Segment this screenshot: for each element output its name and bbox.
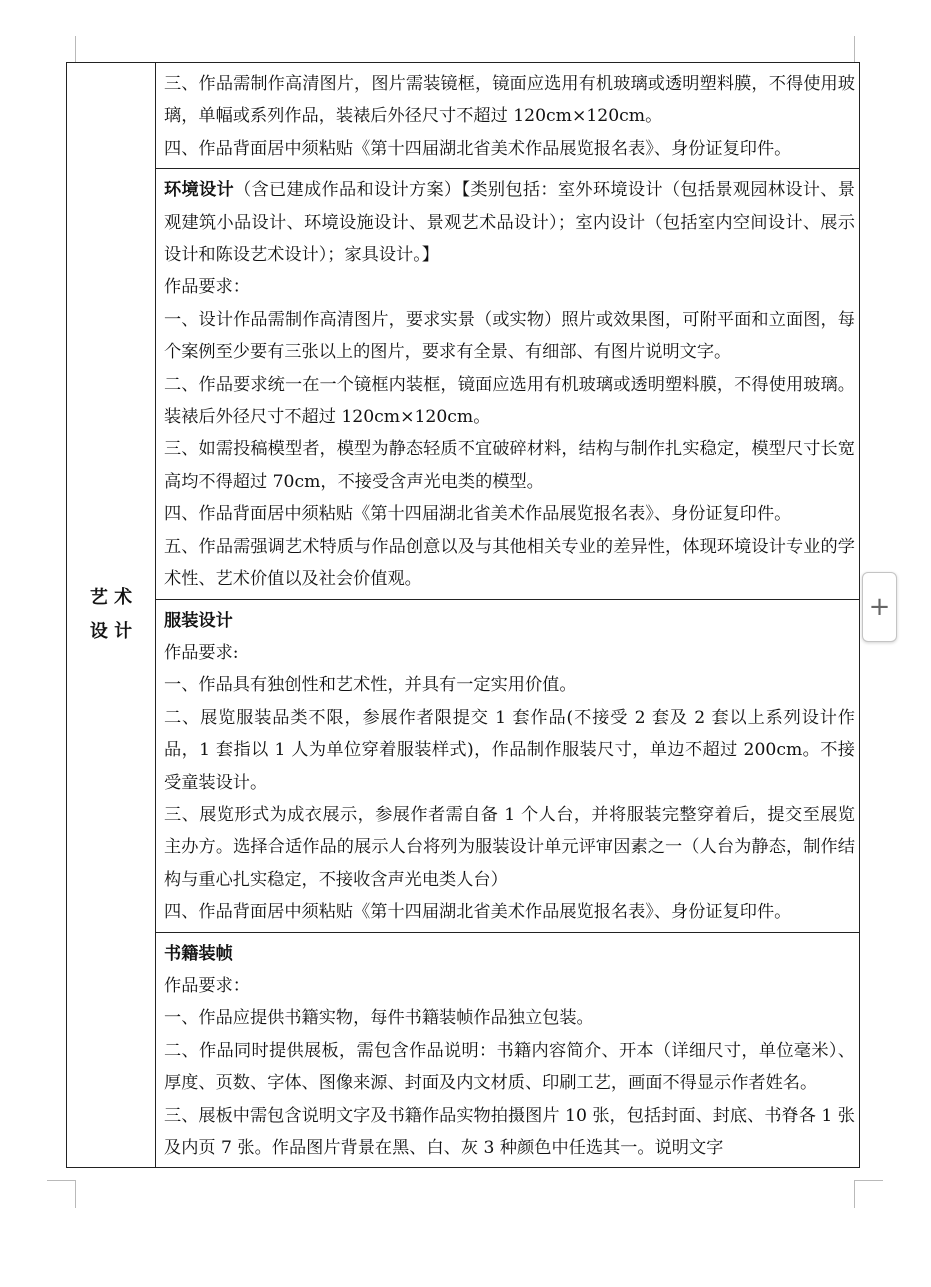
section-cell[interactable] [156, 599, 860, 932]
requirement-paragraph: 三、展览形式为成衣展示，参展作者需自备 1 个人台，并将服装完整穿着后，提交至展览主办方。选择合适作品的展示人台将列为服装设计单元评审因素之一（人台为静态，制作结构与重心扎实稳定，不接收含声光电类人台） [164, 804, 855, 890]
section-heading [164, 605, 855, 637]
requirement-paragraph: 三、如需投稿模型者，模型为静态轻质不宜破碎材料，结构与制作扎实稳定，模型尺寸长宽高均不得超过 70cm，不接受含声光电类的模型。 [164, 439, 855, 492]
crop-mark-bottom-right-h [855, 1180, 883, 1181]
section-cell[interactable] [156, 932, 860, 1168]
section-title: 书籍装帧 [164, 943, 233, 964]
category-label [67, 581, 155, 649]
requirement-paragraph: 四、作品背面居中须粘贴《第十四届湖北省美术作品展览报名表》、身份证复印件。 [164, 138, 792, 159]
requirement-paragraph: 四、作品背面居中须粘贴《第十四届湖北省美术作品展览报名表》、身份证复印件。 [164, 902, 792, 923]
crop-mark-bottom-left-v [75, 1180, 76, 1208]
category-cell [67, 63, 156, 1168]
requirement-paragraph: 三、作品需制作高清图片，图片需装镜框，镜面应选用有机玻璃或透明塑料膜，不得使用玻璃，单幅或系列作品，装裱后外径尺寸不超过 120cm×120cm。 [164, 74, 855, 127]
category-label-line: 艺 术 [89, 587, 133, 609]
table-row [67, 932, 860, 1168]
requirements-table [66, 62, 860, 1168]
category-label-line: 设 计 [89, 621, 133, 643]
add-row-button[interactable] [862, 572, 897, 642]
section-heading [164, 938, 855, 970]
crop-mark-bottom-right-v [854, 1180, 855, 1208]
table-row [67, 169, 860, 599]
requirement-paragraph: 作品要求： [164, 975, 250, 996]
requirement-paragraph: 五、作品需强调艺术特质与作品创意以及与其他相关专业的差异性，体现环境设计专业的学术性、艺术价值以及社会价值观。 [164, 536, 855, 590]
table-row [67, 599, 860, 932]
table-row [67, 63, 860, 169]
crop-mark-top-right-v [854, 36, 855, 62]
requirement-paragraph: 一、作品应提供书籍实物，每件书籍装帧作品独立包装。 [164, 1008, 594, 1029]
requirement-paragraph: 作品要求： [164, 277, 250, 298]
crop-mark-bottom-left-h [47, 1180, 75, 1181]
section-title: 环境设计 [164, 180, 234, 201]
section-title: 服装设计 [164, 610, 233, 631]
requirement-paragraph: 四、作品背面居中须粘贴《第十四届湖北省美术作品展览报名表》、身份证复印件。 [164, 504, 792, 525]
requirement-paragraph: 二、作品要求统一在一个镜框内装框，镜面应选用有机玻璃或透明塑料膜，不得使用玻璃。装裱后外径尺寸不超过 120cm×120cm。 [164, 374, 855, 428]
section-cell[interactable] [156, 169, 860, 599]
section-title-suffix: （含已建成作品和设计方案）【类别包括：室外环境设计（包括景观园林设计、景观建筑小品设计、环境设施设计、景观艺术品设计）；室内设计（包括室内空间设计、展示设计和陈设艺术设计）；家具设计。】 [164, 180, 855, 266]
requirement-paragraph: 一、设计作品需制作高清图片，要求实景（或实物）照片或效果图，可附平面和立面图，每个案例至少要有三张以上的图片，要求有全景、有细部、有图片说明文字。 [164, 309, 855, 363]
crop-mark-top-left-v [75, 36, 76, 62]
requirement-paragraph: 作品要求: [164, 642, 239, 663]
requirement-paragraph: 二、作品同时提供展板，需包含作品说明：书籍内容简介、开本（详细尺寸，单位毫米）、厚度、页数、字体、图像来源、封面及内文材质、印刷工艺，画面不得显示作者姓名。 [164, 1040, 855, 1094]
plus-icon: + [868, 592, 891, 622]
section-heading [164, 174, 855, 271]
section-cell[interactable] [156, 63, 860, 169]
requirement-paragraph: 三、展板中需包含说明文字及书籍作品实物拍摄图片 10 张，包括封面、封底、书脊各 1 张及内页 7 张。作品图片背景在黑、白、灰 3 种颜色中任选其一。说明文字 [164, 1105, 855, 1158]
requirement-paragraph: 一、作品具有独创性和艺术性，并具有一定实用价值。 [164, 675, 577, 696]
requirement-paragraph: 二、展览服装品类不限，参展作者限提交 1 套作品(不接受 2 套及 2 套以上系列设计作品，1 套指以 1 人为单位穿着服装样式)，作品制作服装尺寸，单边不超过 200cm。不接受童装设计。 [164, 707, 855, 793]
